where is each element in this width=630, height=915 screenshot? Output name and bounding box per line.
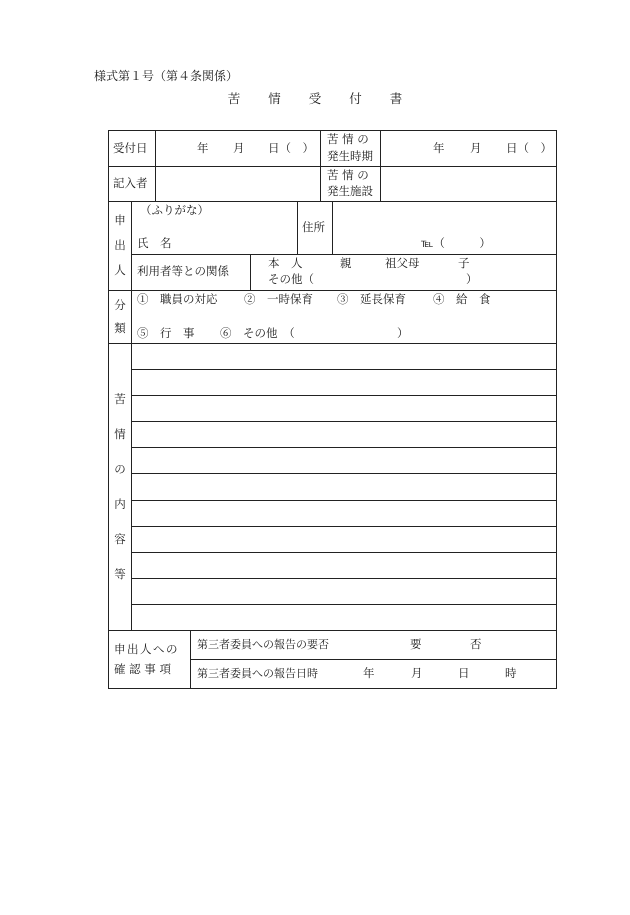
occurrence-date-field[interactable] <box>382 132 555 165</box>
category-extended-care[interactable]: ③ 延長保育 <box>337 292 406 306</box>
report-month: 月 <box>411 666 423 680</box>
occurrence-month: 月 <box>470 141 482 155</box>
recorder-field[interactable] <box>157 168 319 200</box>
category-staff[interactable]: ① 職員の対応 <box>137 292 218 306</box>
applicant-side-label-3: 人 <box>114 263 126 277</box>
occurrence-day: 日（ ） <box>506 141 552 155</box>
report-need-label: 第三者委員への報告の要否 <box>197 638 329 651</box>
furigana-label: （ふりがな） <box>140 203 209 217</box>
relation-parent[interactable]: 親 <box>340 256 352 270</box>
facility-field[interactable] <box>382 168 555 200</box>
relation-other-close: ） <box>466 272 478 286</box>
receipt-year: 年 <box>197 141 209 155</box>
relation-other[interactable]: その他（ <box>268 272 314 286</box>
col-divider <box>250 254 251 290</box>
tel-label: ℡（ ） <box>421 236 491 250</box>
form-title: 苦情受付書 <box>227 91 431 106</box>
row-divider <box>108 630 557 631</box>
confirm-label-line2: 確 認 事 項 <box>114 662 171 676</box>
report-day: 日 <box>458 666 470 680</box>
relation-grandparent[interactable]: 祖父母 <box>385 256 420 270</box>
relation-self[interactable]: 本 人 <box>268 256 303 270</box>
category-side-label-2: 類 <box>114 321 126 335</box>
border-bottom <box>108 688 557 689</box>
category-temporary-care[interactable]: ② 一時保育 <box>244 292 313 306</box>
col-divider <box>380 130 381 202</box>
report-need-yes[interactable]: 要 <box>410 637 422 651</box>
row-divider <box>131 254 557 255</box>
report-need-no[interactable]: 否 <box>470 637 482 651</box>
col-divider <box>320 130 321 202</box>
content-side-label-6: 等 <box>114 567 126 581</box>
category-other[interactable]: ⑥ その他 （ <box>220 326 295 340</box>
confirm-label-line1: 申出人への <box>114 642 179 656</box>
applicant-side-label-2: 出 <box>114 238 126 252</box>
form-reference: 様式第１号（第４条関係） <box>94 69 239 83</box>
col-divider <box>131 201 132 343</box>
occurrence-year: 年 <box>433 141 445 155</box>
row-divider <box>190 659 557 660</box>
row-divider <box>108 166 557 167</box>
address-label: 住所 <box>302 220 325 234</box>
recorder-label: 記入者 <box>113 176 148 190</box>
border-left <box>108 130 109 689</box>
content-side-label-2: 情 <box>114 427 126 441</box>
name-label: 氏 名 <box>137 236 172 250</box>
address-field[interactable] <box>334 203 555 237</box>
relation-child[interactable]: 子 <box>458 256 470 270</box>
receipt-date-label: 受付日 <box>113 141 148 155</box>
border-right <box>556 130 557 689</box>
col-divider <box>131 343 132 630</box>
col-divider <box>297 201 298 254</box>
occurrence-label-line1: 苦 情 の <box>327 132 369 146</box>
category-other-close: ） <box>397 326 409 340</box>
name-field[interactable] <box>185 215 295 252</box>
content-side-label-5: 容 <box>114 532 126 546</box>
category-meals[interactable]: ④ 給 食 <box>433 292 491 306</box>
content-side-label-4: 内 <box>114 497 126 511</box>
content-side-label-3: の <box>114 462 126 476</box>
applicant-side-label-1: 申 <box>114 213 126 227</box>
report-hour: 時 <box>505 666 517 680</box>
category-events[interactable]: ⑤ 行 事 <box>137 326 195 340</box>
col-divider <box>155 130 156 202</box>
content-side-label-1: 苦 <box>114 392 126 406</box>
receipt-date-field[interactable] <box>157 132 319 165</box>
receipt-day: 日（ ） <box>268 141 314 155</box>
row-divider <box>108 343 557 344</box>
col-divider <box>332 201 333 254</box>
facility-label-line2: 発生施設 <box>327 184 373 198</box>
relation-label: 利用者等との関係 <box>137 264 229 278</box>
category-side-label-1: 分 <box>114 298 126 312</box>
row-divider <box>108 290 557 291</box>
report-year: 年 <box>363 666 375 680</box>
report-date-label: 第三者委員への報告日時 <box>197 667 318 680</box>
content-field[interactable] <box>133 345 555 629</box>
facility-label-line1: 苦 情 の <box>327 168 369 182</box>
receipt-month: 月 <box>233 141 245 155</box>
occurrence-label-line2: 発生時期 <box>327 149 373 163</box>
